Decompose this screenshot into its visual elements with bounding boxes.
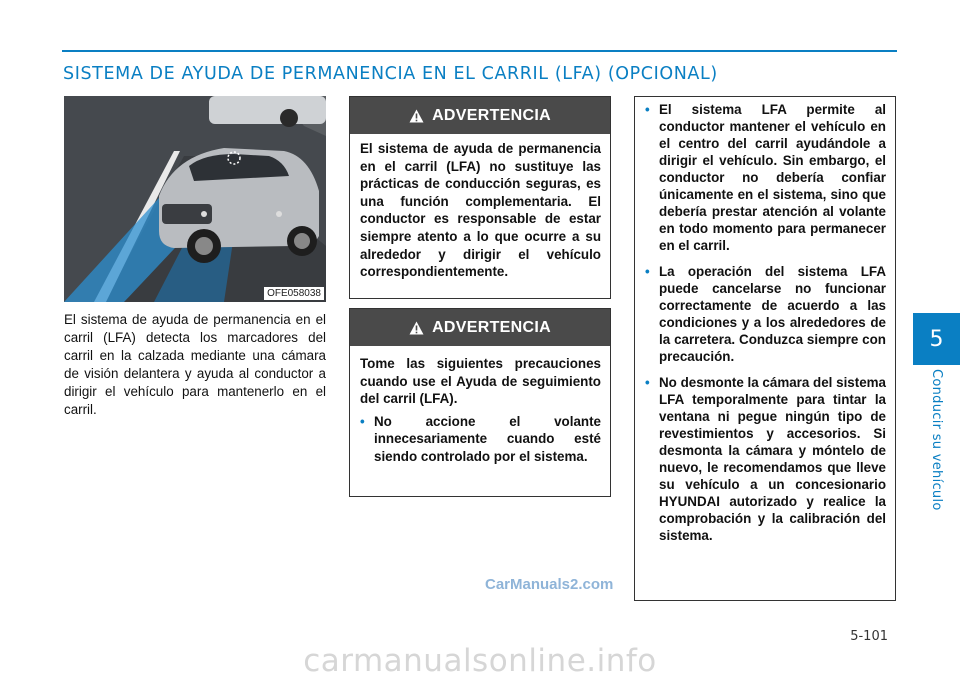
bullet-text: La operación del sistema LFA puede cancelarse no funcionar correctamente de acuerdo a las condiciones y a los alrededores de la carretera. Conduzca siempre con precaución. <box>659 264 886 364</box>
footer-watermark: carmanualsonline.info <box>303 643 657 679</box>
warning-icon <box>409 321 424 335</box>
warning-header-1 <box>350 97 610 134</box>
notes-box <box>634 96 896 601</box>
page-number: 5-101 <box>850 629 888 644</box>
warning-intro-2: Tome las siguientes precauciones cuando use el Ayuda de seguimiento del carril (LFA). <box>360 356 601 407</box>
intro-paragraph: El sistema de ayuda de permanencia en el carril (LFA) detecta los marcadores del carril en la calzada mediante una cámara de visión delantera y ayuda al conductor a dirigir el vehículo para mantenerlo en el carril. <box>64 312 326 417</box>
list-item <box>360 413 601 466</box>
car-lane-illustration <box>64 96 326 302</box>
bullet-icon: • <box>645 102 650 117</box>
chapter-tab: 5 <box>913 313 960 365</box>
warning-icon <box>409 109 424 123</box>
figure-code: OFE058038 <box>264 287 324 300</box>
header-rule <box>62 50 897 52</box>
bullet-text: El sistema LFA permite al conductor mantener el vehículo en el centro del carril ayudándole a dirigir el vehículo. Sin embargo, el conductor no debería confiar únicamente en el sistema, sino que debería prestar atención al volante en todo momento para permanecer en el carril. <box>659 102 886 253</box>
warning-box-1 <box>349 96 611 299</box>
bullet-text: No desmonte la cámara del sistema LFA temporalmente para tintar la ventana ni pegue ningún tipo de revestimientos y accesorios. Si desmonta la cámara y móntelo de nuevo, le recomendamos que lleve su vehículo a un concesionario HYUNDAI autorizado y realice la comprobación y la calibración del sistema. <box>659 375 886 543</box>
watermark-link[interactable]: CarManuals2.com <box>485 576 614 593</box>
notes-bullets <box>645 101 886 544</box>
list-item <box>645 101 886 254</box>
lfa-illustration <box>64 96 326 302</box>
section-title: SISTEMA DE AYUDA DE PERMANENCIA EN EL CARRIL (LFA) (OPCIONAL) <box>63 64 718 84</box>
warning-bullets-2 <box>360 413 601 466</box>
list-item <box>645 263 886 365</box>
bullet-icon: • <box>360 413 365 429</box>
list-item <box>645 374 886 544</box>
warning-title-1: ADVERTENCIA <box>432 106 551 124</box>
warning-title-2: ADVERTENCIA <box>432 318 551 336</box>
chapter-side-title: Conducir su vehículo <box>929 369 944 511</box>
bullet-icon: • <box>645 375 650 390</box>
warning-box-2 <box>349 308 611 497</box>
bullet-text: No accione el volante innecesariamente cuando esté siendo controlado por el sistema. <box>374 413 601 464</box>
bullet-icon: • <box>645 264 650 279</box>
warning-header-2 <box>350 309 610 346</box>
warning-body-1: El sistema de ayuda de permanencia en el carril (LFA) no sustituye las prácticas de conducción seguras, es una función complementaria. El conductor es responsable de estar siempre atento a lo que ocurre a su alrededor y dirigir el vehículo correspondientemente. <box>360 141 601 280</box>
